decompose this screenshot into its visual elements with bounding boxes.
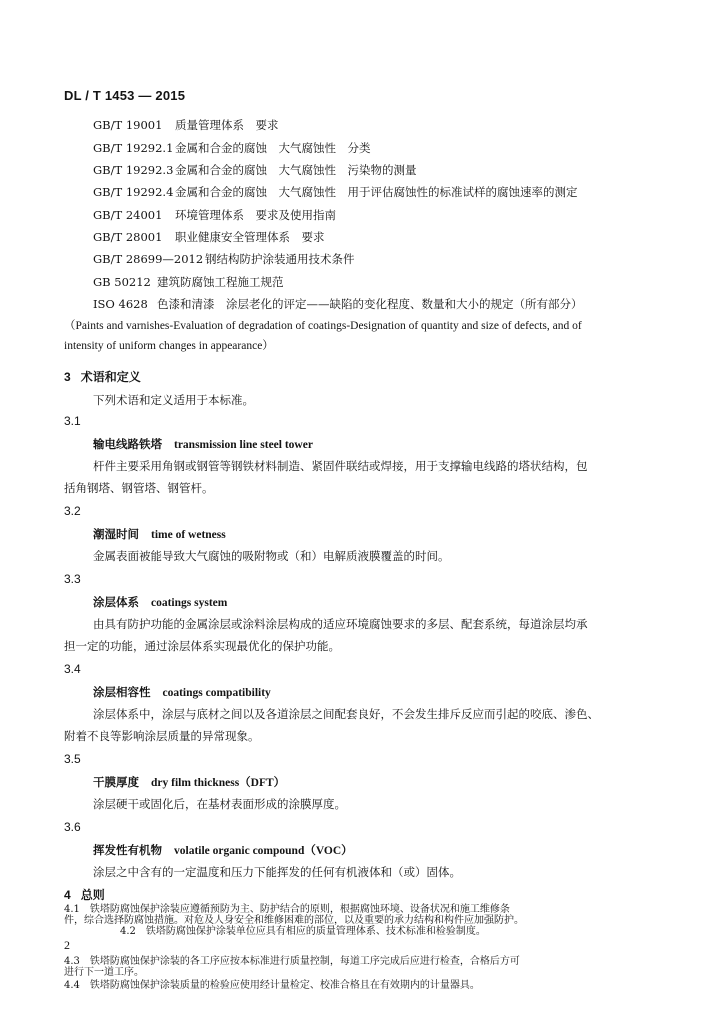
term-zh: 涂层相容性 xyxy=(93,685,151,699)
section-number: 3 xyxy=(64,370,71,384)
term-heading xyxy=(93,526,226,542)
reference-title: 金属和合金的腐蚀 大气腐蚀性 污染物的测量 xyxy=(175,163,417,177)
term-definition-line: 担一定的功能，通过涂层体系实现最优化的保护功能。 xyxy=(64,639,340,653)
document-header: DL / T 1453 — 2015 xyxy=(64,88,186,103)
term-heading xyxy=(93,774,285,790)
reference-item xyxy=(93,274,284,290)
iso-english-title-line: intensity of uniform changes in appearance） xyxy=(64,340,274,352)
clause-line xyxy=(64,904,510,915)
clause-text: 铁塔防腐蚀保护涂装的各工序应按本标准进行质量控制，每道工序完成后应进行检查，合格后方可 xyxy=(89,956,520,967)
reference-code: GB 50212 xyxy=(93,275,151,289)
term-heading xyxy=(93,684,271,700)
reference-code: GB/T 19292.1 xyxy=(93,141,174,155)
section-number: 4 xyxy=(64,888,71,902)
section-title: 总则 xyxy=(80,888,105,902)
reference-item xyxy=(93,162,417,178)
term-zh: 输电线路铁塔 xyxy=(93,437,162,451)
term-number: 3.5 xyxy=(64,752,81,766)
reference-title: 钢结构防护涂装通用技术条件 xyxy=(205,252,355,266)
reference-code: GB/T 19292.4 xyxy=(93,185,174,199)
reference-item xyxy=(93,140,371,156)
section-heading xyxy=(64,368,141,385)
clause-line xyxy=(120,926,486,937)
clause-text: 铁塔防腐蚀保护涂装应遵循预防为主、防护结合的原则，根据腐蚀环境、设备状况和施工维修条 xyxy=(89,904,510,915)
term-zh: 潮湿时间 xyxy=(93,527,139,541)
term-definition-line: 涂层体系中，涂层与底材之间以及各道涂层之间配套良好，不会发生排斥反应而引起的咬底、渗色、 xyxy=(93,707,599,721)
reference-item xyxy=(93,296,583,312)
reference-code: GB/T 19292.3 xyxy=(93,163,174,177)
clause-number: 4.4 xyxy=(64,980,80,991)
page-number: 2 xyxy=(64,938,70,952)
clause-text: 铁塔防腐蚀保护涂装质量的检验应使用经计量检定、校准合格且在有效期内的计量器具。 xyxy=(89,980,480,991)
term-definition-line: 涂层之中含有的一定温度和压力下能挥发的任何有机液体和（或）固体。 xyxy=(93,865,461,879)
term-definition-line: 涂层硬干或固化后，在基材表面形成的涂膜厚度。 xyxy=(93,797,346,811)
reference-item xyxy=(93,117,279,133)
reference-code: GB/T 28001 xyxy=(93,230,163,244)
clause-number: 4.1 xyxy=(64,904,80,915)
reference-item xyxy=(93,229,325,245)
reference-item xyxy=(93,251,355,267)
clause-text: 铁塔防腐蚀保护涂装单位应具有相应的质量管理体系、技术标准和检验制度。 xyxy=(145,926,486,937)
clause-number: 4.3 xyxy=(64,956,80,967)
term-definition-line: 由具有防护功能的金属涂层或涂料涂层构成的适应环境腐蚀要求的多层、配套系统，每道涂层均承 xyxy=(93,617,588,631)
term-en: volatile organic compound（VOC） xyxy=(174,845,353,857)
term-zh: 挥发性有机物 xyxy=(93,843,162,857)
reference-title: 色漆和清漆 涂层老化的评定——缺陷的变化程度、数量和大小的规定（所有部分） xyxy=(157,297,583,311)
term-en: dry film thickness（DFT） xyxy=(151,777,286,789)
term-heading xyxy=(93,842,353,858)
clause-number: 4.2 xyxy=(120,926,136,937)
term-number: 3.1 xyxy=(64,414,81,428)
term-zh: 干膜厚度 xyxy=(93,775,139,789)
reference-title: 环境管理体系 要求及使用指南 xyxy=(175,208,336,222)
term-en: time of wetness xyxy=(151,529,226,541)
reference-code: GB/T 19001 xyxy=(93,118,163,132)
term-definition-line: 金属表面被能导致大气腐蚀的吸附物或（和）电解质液膜覆盖的时间。 xyxy=(93,549,450,563)
term-en: transmission line steel tower xyxy=(174,439,313,451)
term-heading xyxy=(93,594,227,610)
reference-item xyxy=(93,184,578,200)
section-title: 术语和定义 xyxy=(80,370,141,384)
reference-item xyxy=(93,207,336,223)
clause-line xyxy=(64,980,480,991)
reference-code: GB/T 28699—2012 xyxy=(93,252,204,266)
reference-code: ISO 4628 xyxy=(93,297,148,311)
section-heading xyxy=(64,886,105,903)
iso-english-title-line: （Paints and varnishes-Evaluation of degradation of coatings-Designation of quantity and size of defects, and of xyxy=(64,320,582,332)
term-definition-line: 附着不良等影响涂层质量的异常现象。 xyxy=(64,729,260,743)
term-number: 3.2 xyxy=(64,504,81,518)
term-zh: 涂层体系 xyxy=(93,595,139,609)
term-en: coatings compatibility xyxy=(162,687,271,699)
reference-code: GB/T 24001 xyxy=(93,208,163,222)
term-number: 3.4 xyxy=(64,662,81,676)
term-number: 3.3 xyxy=(64,572,81,586)
term-definition-line: 杆件主要采用角钢或钢管等钢铁材料制造、紧固件联结或焊接，用于支撑输电线路的塔状结构，包 xyxy=(93,459,588,473)
reference-title: 质量管理体系 要求 xyxy=(175,118,279,132)
clause-line xyxy=(64,956,520,967)
term-definition-line: 括角钢塔、钢管塔、钢管杆。 xyxy=(64,481,214,495)
reference-title: 职业健康安全管理体系 要求 xyxy=(175,230,325,244)
clause-line: 进行下一道工序。 xyxy=(64,967,144,978)
reference-title: 金属和合金的腐蚀 大气腐蚀性 分类 xyxy=(175,141,371,155)
reference-title: 建筑防腐蚀工程施工规范 xyxy=(157,275,284,289)
section-intro: 下列术语和定义适用于本标准。 xyxy=(93,393,254,407)
term-en: coatings system xyxy=(151,597,228,609)
reference-title: 金属和合金的腐蚀 大气腐蚀性 用于评估腐蚀性的标准试样的腐蚀速率的测定 xyxy=(175,185,578,199)
term-number: 3.6 xyxy=(64,820,81,834)
term-heading xyxy=(93,436,313,452)
clause-line: 件，综合选择防腐蚀措施。对危及人身安全和维修困难的部位，以及重要的承力结构和构件应加强防护。 xyxy=(64,915,524,926)
